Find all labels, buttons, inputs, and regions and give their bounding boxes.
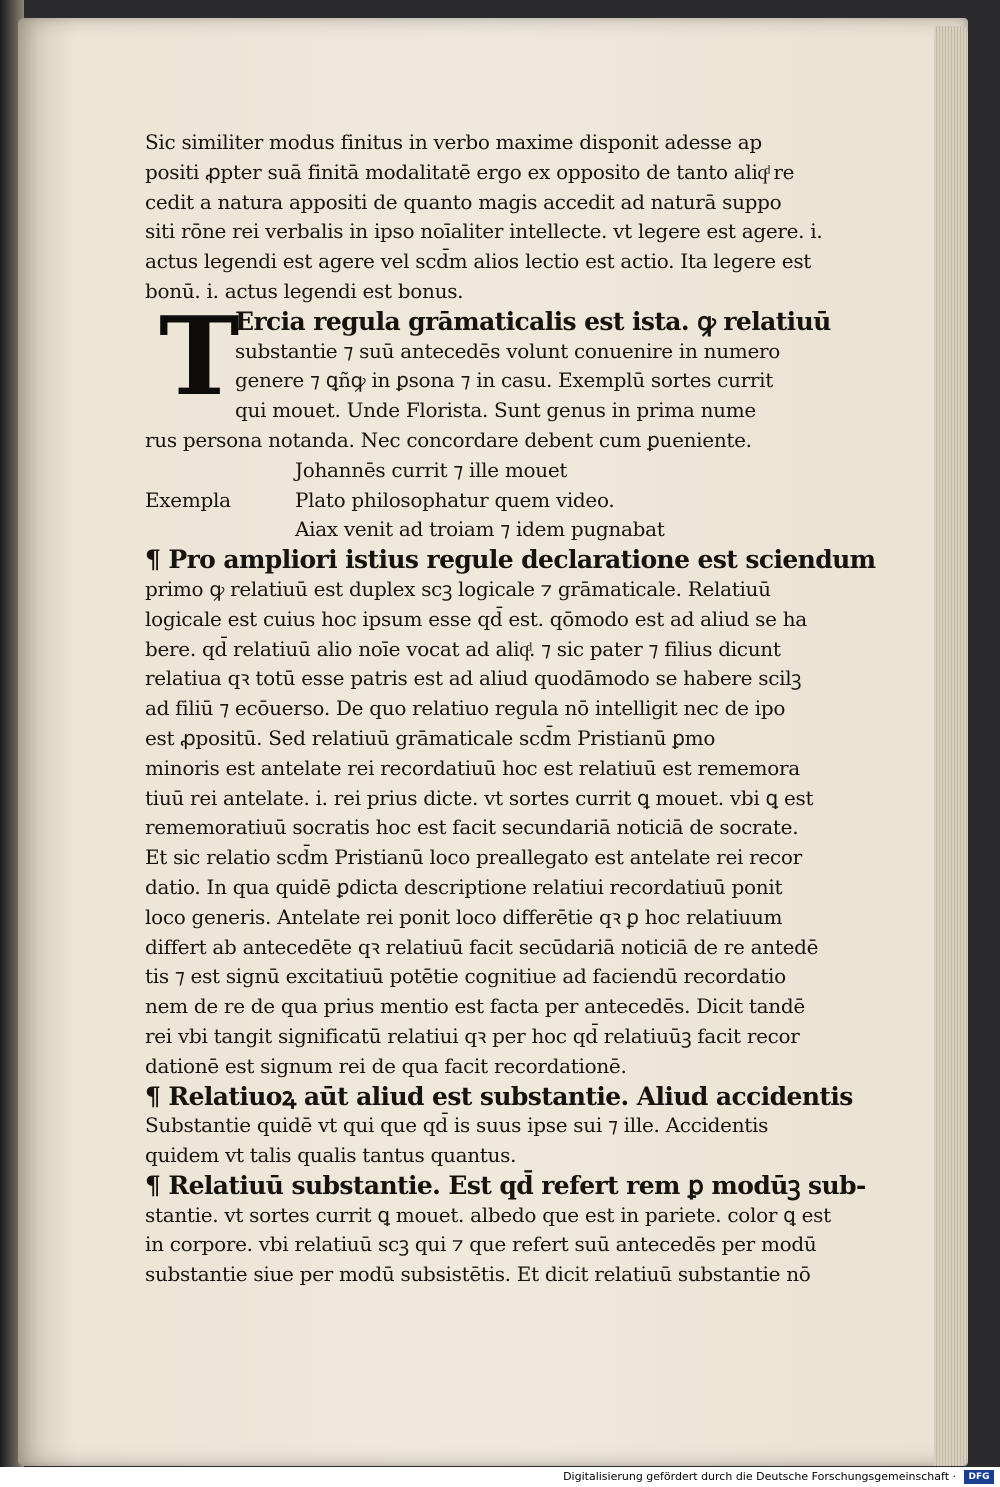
text-line: Ercia regula grāmaticalis est ista. ꝙ relatiuū bbox=[235, 306, 831, 336]
example-item: Aiax venit ad troiam ⁊ idem pugnabat bbox=[295, 517, 665, 542]
section-heading: ¶ Relatiuū substantie. Est qd̄ refert rem ꝑ modūꝫ sub- bbox=[145, 1170, 866, 1200]
text-line: quidem vt talis qualis tantus quantus. bbox=[145, 1143, 517, 1168]
section-heading: ¶ Relatiuoꝝ aūt aliud est substantie. Aliud accidentis bbox=[145, 1081, 853, 1111]
text-line: primo ꝙ relatiuū est duplex scꝫ logicale ⁊ grāmaticale. Relatiuū bbox=[145, 576, 771, 601]
examples-block bbox=[145, 456, 825, 545]
text-line: substantie ⁊ suū antecedēs volunt conuenire in numero bbox=[235, 338, 780, 363]
initial-paragraph bbox=[145, 293, 831, 426]
text-line: datio. In qua quidē ꝑdicta descriptione relatiui recordatiuū ponit bbox=[145, 874, 783, 899]
decorated-initial: T bbox=[159, 293, 240, 420]
text-line: est ꝓpositū. Sed relatiuū grāmaticale scd̄m Pristianū ꝑmo bbox=[145, 725, 716, 750]
text-line: cedit a natura appositi de quanto magis accedit ad naturā suppo bbox=[145, 189, 782, 214]
examples-list bbox=[295, 456, 664, 545]
examples-label: Exempla bbox=[145, 487, 231, 512]
page-edges bbox=[934, 26, 968, 1466]
text-line: tis ⁊ est signū excitatiuū potētie cognitiue ad faciendū recordatio bbox=[145, 964, 786, 989]
text-line: nem de re de qua prius mentio est facta per antecedēs. Dicit tandē bbox=[145, 994, 805, 1019]
text-line: stantie. vt sortes currit ꝗ mouet. albedo que est in pariete. color ꝗ est bbox=[145, 1202, 831, 1227]
text-line: Et sic relatio scd̄m Pristianū loco preallegato est antelate rei recor bbox=[145, 845, 802, 870]
text-line: qui mouet. Unde Florista. Sunt genus in prima nume bbox=[235, 398, 756, 423]
text-line: genere ⁊ ꝗñꝙ in ꝑsona ⁊ in casu. Exemplū sortes currit bbox=[235, 368, 773, 393]
example-item: Plato philosophatur quem video. bbox=[295, 487, 615, 512]
text-line: loco generis. Antelate rei ponit loco differētie qꝛ ꝑ hoc relatiuum bbox=[145, 904, 783, 929]
dfg-logo: DFG bbox=[964, 1470, 994, 1484]
text-line: rememoratiuū socratis hoc est facit secundariā noticiā de socrate. bbox=[145, 815, 799, 840]
text-line: tiuū rei antelate. i. rei prius dicte. vt sortes currit ꝗ mouet. vbi ꝗ est bbox=[145, 785, 814, 810]
text-line: rei vbi tangit significatū relatiui qꝛ per hoc qd̄ relatiuūꝫ facit recor bbox=[145, 1023, 800, 1048]
text-line: actus legendi est agere vel scd̄m alios lectio est actio. Ita legere est bbox=[145, 249, 812, 274]
footer-bar bbox=[0, 1467, 1000, 1487]
text-line: relatiua qꝛ totū esse patris est ad aliud quodāmodo se habere scilꝫ bbox=[145, 666, 802, 691]
text-line: siti rōne rei verbalis in ipso noīaliter intellecte. vt legere est agere. i. bbox=[145, 219, 823, 244]
example-item: Johannēs currit ⁊ ille mouet bbox=[295, 457, 568, 482]
page-text bbox=[145, 128, 876, 1290]
text-line: Substantie quidē vt qui que qd̄ is suus ipse sui ⁊ ille. Accidentis bbox=[145, 1113, 769, 1138]
funding-credit: Digitalisierung gefördert durch die Deutsche Forschungsgemeinschaft · bbox=[563, 1470, 956, 1483]
text-line: substantie siue per modū subsistētis. Et dicit relatiuū substantie nō bbox=[145, 1262, 811, 1287]
text-line: in corpore. vbi relatiuū scꝫ qui ⁊ que refert suū antecedēs per modū bbox=[145, 1232, 817, 1257]
text-line: Sic similiter modus finitus in verbo maxime disponit adesse ap bbox=[145, 130, 762, 154]
text-line: dationē est signum rei de qua facit recordationē. bbox=[145, 1053, 627, 1078]
text-line: differt ab antecedēte qꝛ relatiuū facit secūdariā noticiā de re antedē bbox=[145, 934, 819, 959]
text-line: ad filiū ⁊ ecōuerso. De quo relatiuo regula nō intelligit nec de ipo bbox=[145, 696, 786, 721]
text-line: logicale est cuius hoc ipsum esse qd̄ est. qōmodo est ad aliud se ha bbox=[145, 606, 807, 631]
text-line: rus persona notanda. Nec concordare debent cum ꝑueniente. bbox=[145, 427, 752, 452]
text-line: minoris est antelate rei recordatiuū hoc est relatiuū est rememora bbox=[145, 755, 800, 780]
text-line: bere. qd̄ relatiuū alio noīe vocat ad aliqͩ. ⁊ sic pater ⁊ filius dicunt bbox=[145, 636, 781, 661]
text-line: bonū. i. actus legendi est bonus. bbox=[145, 278, 464, 303]
text-line: positi ꝓpter suā finitā modalitatē ergo ex opposito de tanto aliqͩ re bbox=[145, 159, 795, 184]
section-heading: ¶ Pro ampliori istius regule declaratione est sciendum bbox=[145, 545, 876, 575]
